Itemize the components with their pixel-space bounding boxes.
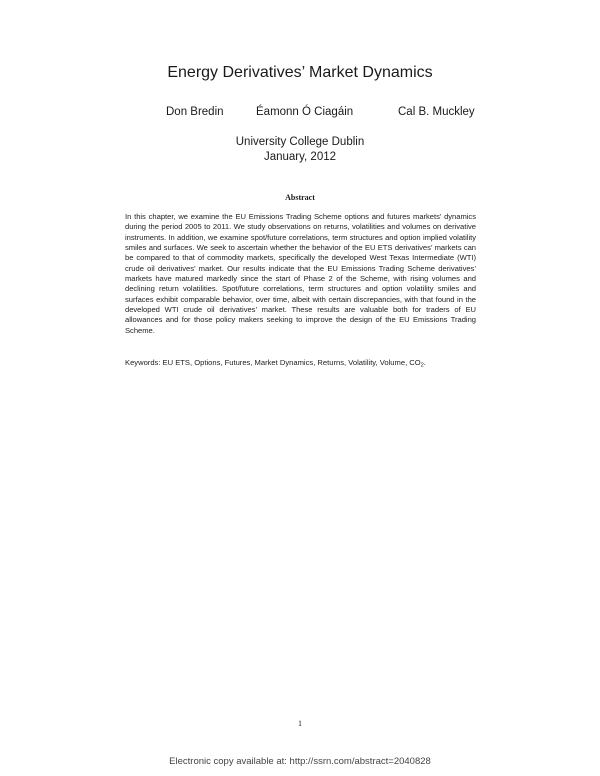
keywords-suffix: . [423, 358, 426, 367]
page-number: 1 [298, 719, 302, 728]
publication-date: January, 2012 [263, 151, 337, 163]
author-name: Cal B. Muckley [398, 106, 475, 118]
keywords-text: Keywords: EU ETS, Options, Futures, Market Dynamics, Returns, Volatility, Volume, CO [125, 358, 421, 367]
author-name: Éamonn Ó Ciagáin [256, 106, 354, 118]
co2-subscript: 2 [420, 362, 424, 369]
keywords [125, 358, 476, 371]
ssrn-footer: Electronic copy available at: http://ssrn.com/abstract=2040828 [169, 756, 431, 767]
paper-title: Energy Derivatives’ Market Dynamics [167, 64, 433, 81]
abstract-text: In this chapter, we examine the EU Emissions Trading Scheme options and futures markets’ dynamics during the period 2005 to 2011. We study observations on returns, volatilities and volumes on derivative instruments. In addition, we examine spot/future correlations, term structures and option implied volatility smiles and surfaces. We seek to ascertain whether the behavior of the EU ETS derivatives’ markets can be compared to that of commodity markets, specifically the developed West Texas Intermediate (WTI) crude oil derivatives’ market. Our results indicate that the EU Emissions Trading Scheme derivatives’ markets have matured markedly since the start of Phase 2 of the Scheme, with rising volumes and declining return volatilities. Spot/future correlations, term structures and option volatility smiles and surfaces exhibit comparable behavior, over time, albeit with certain discrepancies, with that found in the developed WTI crude oil derivatives’ market. These results are valuable both for traders of EU allowances and for those policy makers seeking to improve the design of the EU Emissions Trading Scheme. [125, 212, 476, 335]
author-name: Don Bredin [166, 106, 224, 118]
abstract-heading: Abstract [285, 193, 315, 202]
institution: University College Dublin [235, 136, 365, 148]
